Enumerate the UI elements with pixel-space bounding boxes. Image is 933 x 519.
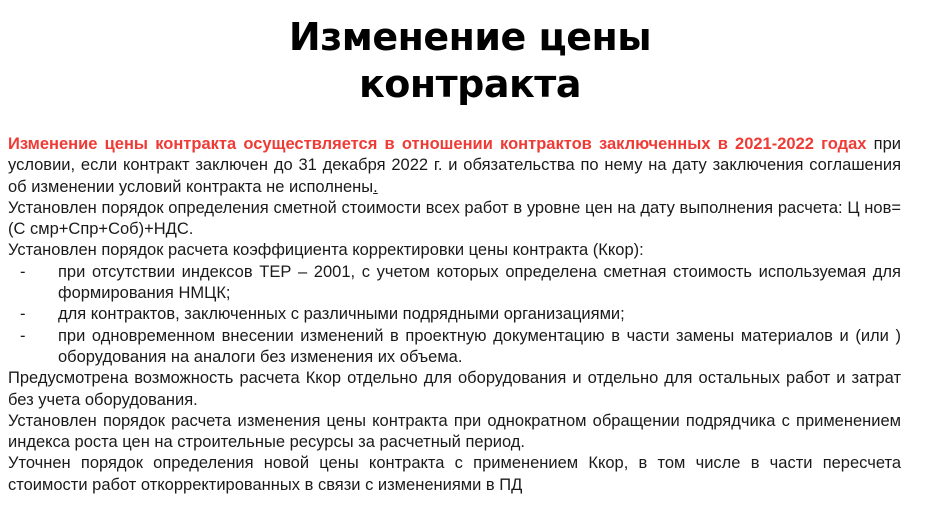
list-item — [8, 304, 901, 325]
title-line-2: контракта — [359, 62, 581, 106]
paragraph-contract-change-scope — [8, 134, 901, 198]
title-line-1: Изменение цены — [288, 15, 652, 59]
bullet-marker: - — [20, 305, 26, 324]
paragraph-coefficient-order: Установлен порядок расчета коэффициента корректировки цены контракта (Ккор): — [8, 241, 644, 260]
content-body — [8, 134, 901, 496]
page-title — [150, 14, 790, 108]
paragraph-new-price-order: Уточнен порядок определения новой цены контракта с применением Ккор, в том числе в части пересчета стоимости работ откорректированных в связи с изменениями в ПД — [8, 454, 901, 494]
bullet-marker: - — [20, 262, 26, 281]
list-item — [8, 326, 901, 369]
bullet-marker: - — [20, 326, 26, 345]
paragraph-end-punctuation: . — [373, 177, 378, 196]
list-item — [8, 262, 901, 305]
paragraph-separate-calculation: Предусмотрена возможность расчета Ккор отдельно для оборудования и отдельно для остальных работ и затрат без учета оборудования. — [8, 369, 901, 409]
highlighted-text: Изменение цены контракта осуществляется в отношении контрактов заключенных в 2021-2022 годах — [8, 135, 867, 153]
list-item-text: при отсутствии индексов ТЕР – 2001, с учетом которых определена сметная стоимость используемая для формирования НМЦК; — [58, 262, 901, 303]
paragraph-estimate-order: Установлен порядок определения сметной стоимости всех работ в уровне цен на дату выполнения расчета: Ц нов= (С смр+Спр+Соб)+НДС. — [8, 198, 901, 239]
paragraph-price-change-order: Установлен порядок расчета изменения цены контракта при однократном обращении подрядчика с применением индекса роста цен на строительные ресурсы за расчетный период. — [8, 411, 901, 452]
list-item-text: при одновременном внесении изменений в проектную документацию в части замены материалов и (или ) оборудования на аналоги без изменения их объема. — [58, 326, 901, 366]
paragraph-text: при условии, если контракт заключен до 31 декабря 2022 г. и обязательства по нему на дату заключения соглашения об изменении условий контракта не исполнены — [8, 135, 901, 196]
list-item-text: для контрактов, заключенных с различными подрядными организациями; — [58, 305, 625, 324]
